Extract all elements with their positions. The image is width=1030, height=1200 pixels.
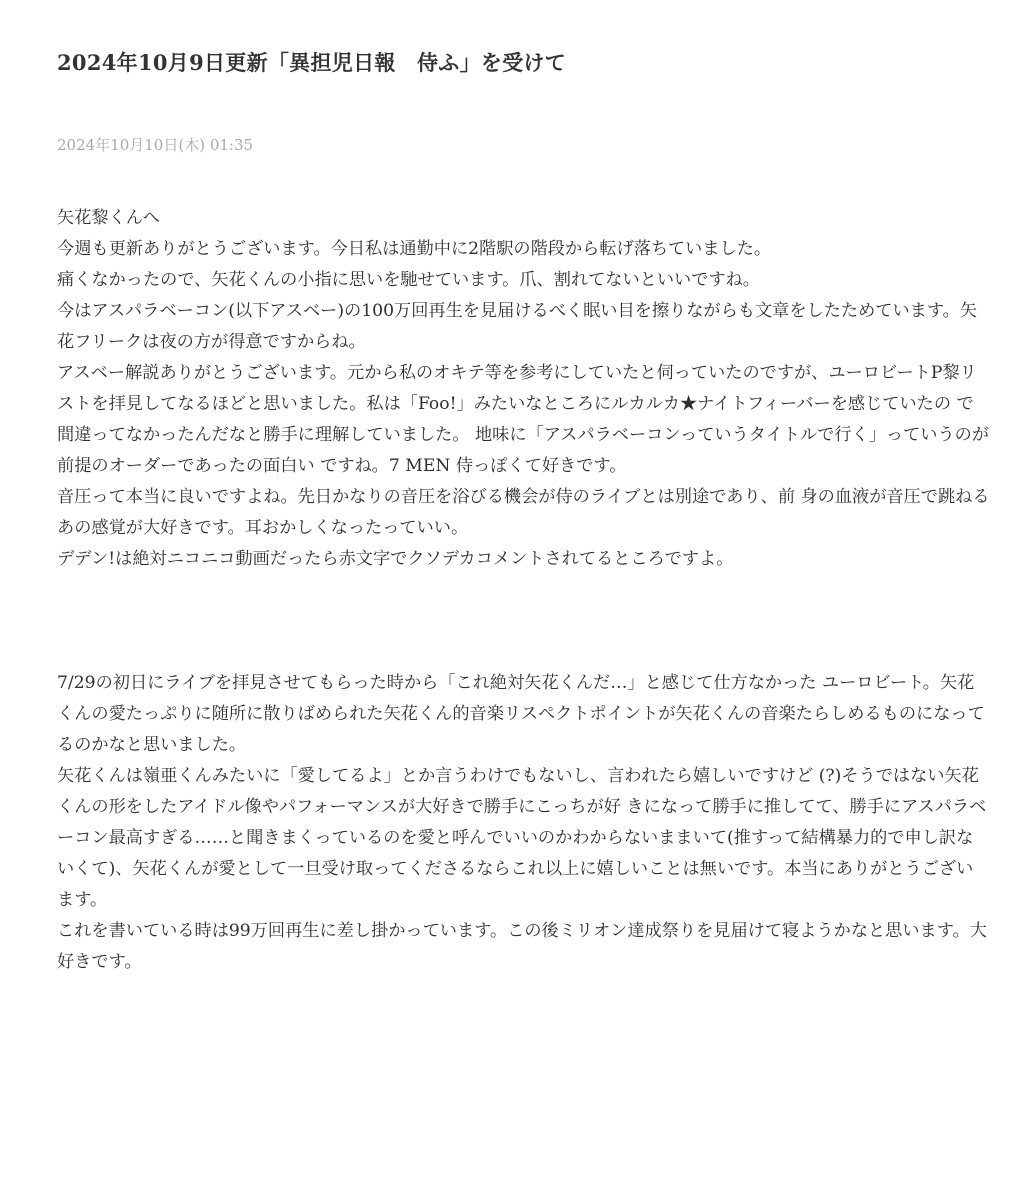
body-paragraph: 痛くなかったので、矢花くんの小指に思いを馳せています。爪、割れてないといいですね。	[57, 270, 760, 290]
body-paragraph: アスベー解説ありがとうございます。元から私のオキテ等を参考にしていたと伺っていたのですが、ユーロビートP黎リストを拝見してなるほどと思いました。私は「Foo!」みたいなところにルカルカ★ナイトフィーバーを感じていたの で間違ってなかったんだなと勝手に理解していました。 地味に「アスパラベーコンっていうタイトルで行く」っていうのが前提のオーダーであったの面白い ですね。7 MEN 侍っぽくて好きです。	[57, 363, 990, 476]
body-paragraph: 今週も更新ありがとうございます。今日私は通勤中に2階駅の階段から転げ落ちていました。	[57, 239, 772, 259]
body-paragraph: デデン!は絶対ニコニコ動画だったら赤文字でクソデカコメントされてるところですよ。	[57, 549, 734, 569]
post-title: 2024年10月9日更新「異担児日報 侍ふ」を受けて	[57, 50, 567, 75]
body-paragraph: これを書いている時は99万回再生に差し掛かっています。この後ミリオン達成祭りを見届けて寝ようかなと思います。大好きです。	[57, 921, 987, 972]
post-body	[57, 203, 990, 978]
paragraph-gap	[57, 575, 990, 668]
body-paragraph: 音圧って本当に良いですよね。先日かなりの音圧を浴びる機会が侍のライブとは別途であり、前 身の血液が音圧で跳ねるあの感覚が大好きです。耳おかしくなったっていい。	[57, 487, 990, 538]
body-paragraph: 今はアスパラベーコン(以下アスベー)の100万回再生を見届けるべく眠い目を擦りながらも文章をしたためています。矢花フリークは夜の方が得意ですからね。	[57, 301, 978, 352]
body-paragraph: 矢花くんは嶺亜くんみたいに「愛してるよ」とか言うわけでもないし、言われたら嬉しいですけど (?)そうではない矢花くんの形をしたアイドル像やパフォーマンスが大好きで勝手にこっちが好 きになって勝手に推してて、勝手にアスパラベーコン最高すぎる……と聞きまくっているのを愛と呼んでいいのかわからないままいて(推すって結構暴力的で申し訳ないくて)、矢花くんが愛として一旦受け取ってくださるならこれ以上に嬉しいことは無いです。本当にありがとうございます。	[57, 766, 987, 910]
body-paragraph: 7/29の初日にライブを拝見させてもらった時から「これ絶対矢花くんだ…」と感じて仕方なかった ユーロビート。矢花くんの愛たっぷりに随所に散りばめられた矢花くん的音楽リスペクトポイントが矢花くんの音楽たらしめるものになってるのかなと思いました。	[57, 673, 985, 755]
post-date: 2024年10月10日(木) 01:35	[57, 136, 254, 154]
body-paragraph: 矢花黎くんへ	[57, 208, 160, 228]
